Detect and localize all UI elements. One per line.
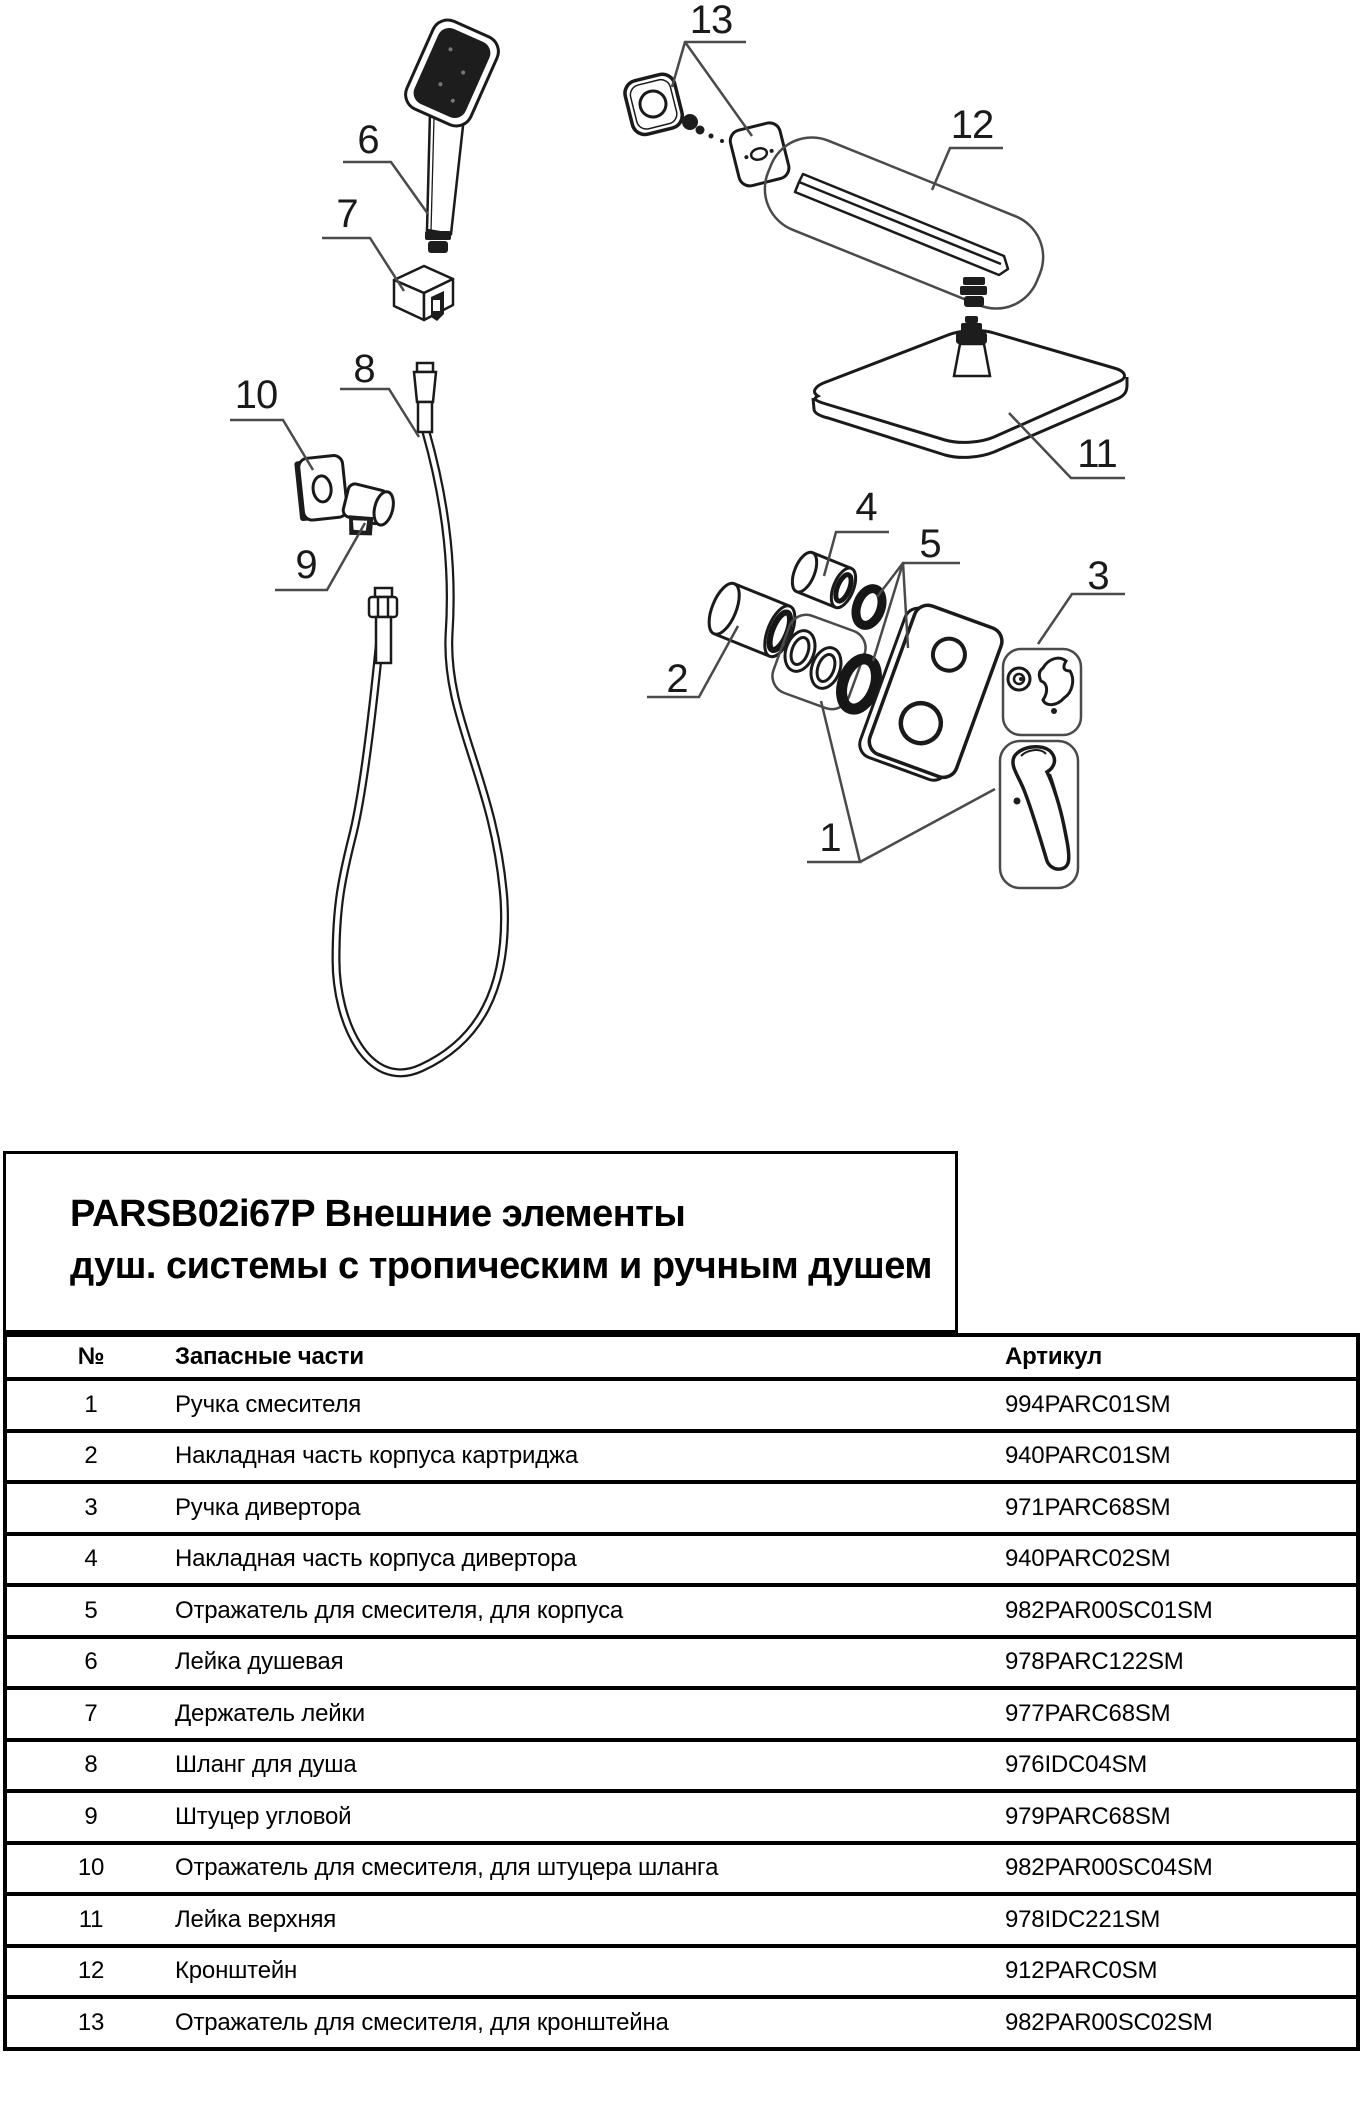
part-name: Лейка верхняя (175, 1894, 1005, 1946)
part-article: 982PAR00SC02SM (1005, 1997, 1358, 2049)
product-title-box (3, 1151, 958, 1333)
callout-number-4: 4 (855, 485, 877, 529)
col-header-article: Артикул (1005, 1335, 1358, 1379)
table-row (5, 1585, 1358, 1637)
part-name: Лейка душевая (175, 1637, 1005, 1689)
part-name: Ручка дивертора (175, 1482, 1005, 1534)
part-hand-shower (401, 15, 504, 253)
part-name: Отражатель для смесителя, для корпуса (175, 1585, 1005, 1637)
table-row (5, 1534, 1358, 1586)
row-number: 10 (5, 1843, 175, 1895)
part-angle-adapter (338, 482, 397, 543)
part-diverter-sleeve (787, 549, 860, 611)
part-article: 977PARC68SM (1005, 1688, 1358, 1740)
part-name: Накладная часть корпуса картриджа (175, 1431, 1005, 1483)
table-row (5, 1379, 1358, 1431)
callout-number-7: 7 (336, 192, 358, 236)
table-row (5, 1740, 1358, 1792)
part-shower-hose (336, 363, 505, 1073)
part-article: 971PARC68SM (1005, 1482, 1358, 1534)
spare-parts-table (3, 1333, 1360, 2051)
part-shower-holder (394, 266, 453, 321)
product-title-line1: PARSB02i67P Внешние элементы (70, 1193, 686, 1235)
part-hose-escutcheon (294, 455, 348, 522)
part-name: Кронштейн (175, 1946, 1005, 1998)
part-mixer-handle-box (1000, 741, 1078, 888)
row-number: 8 (5, 1740, 175, 1792)
callout-number-3: 3 (1087, 554, 1109, 598)
callout-number-5: 5 (919, 522, 941, 566)
table-header-row (5, 1335, 1358, 1379)
row-number: 7 (5, 1688, 175, 1740)
part-name: Держатель лейки (175, 1688, 1005, 1740)
table-row (5, 1791, 1358, 1843)
callout-number-10: 10 (234, 373, 278, 417)
part-article: 978IDC221SM (1005, 1894, 1358, 1946)
callout-number-12: 12 (950, 103, 994, 147)
part-mixer-trim-plate (856, 599, 1006, 787)
table-row (5, 1997, 1358, 2049)
part-bracket-fasteners (682, 114, 724, 143)
table-row (5, 1688, 1358, 1740)
row-number: 9 (5, 1791, 175, 1843)
table-row (5, 1843, 1358, 1895)
col-header-part: Запасные части (175, 1335, 1005, 1379)
part-article: 940PARC02SM (1005, 1534, 1358, 1586)
table-row (5, 1946, 1358, 1998)
part-article: 940PARC01SM (1005, 1431, 1358, 1483)
part-article: 982PAR00SC01SM (1005, 1585, 1358, 1637)
callout-number-2: 2 (666, 657, 688, 701)
row-number: 6 (5, 1637, 175, 1689)
part-bracket-base-plate (728, 121, 791, 189)
table-row (5, 1637, 1358, 1689)
row-number: 12 (5, 1946, 175, 1998)
col-header-number: № (5, 1335, 175, 1379)
table-row (5, 1482, 1358, 1534)
part-article: 979PARC68SM (1005, 1791, 1358, 1843)
callout-number-11: 11 (1077, 432, 1117, 476)
part-name: Шланг для душа (175, 1740, 1005, 1792)
part-name: Накладная часть корпуса дивертора (175, 1534, 1005, 1586)
part-article: 912PARC0SM (1005, 1946, 1358, 1998)
row-number: 13 (5, 1997, 175, 2049)
part-article: 982PAR00SC04SM (1005, 1843, 1358, 1895)
callout-number-9: 9 (295, 543, 317, 587)
product-title-line2: душ. системы с тропическим и ручным душем (70, 1245, 932, 1287)
callout-number-6: 6 (357, 118, 379, 162)
row-number: 4 (5, 1534, 175, 1586)
part-name: Ручка смесителя (175, 1379, 1005, 1431)
part-name: Штуцер угловой (175, 1791, 1005, 1843)
part-article: 976IDC04SM (1005, 1740, 1358, 1792)
part-name: Отражатель для смесителя, для кронштейна (175, 1997, 1005, 2049)
row-number: 2 (5, 1431, 175, 1483)
hose-end-fitting (369, 588, 397, 663)
hose-top-fitting (414, 363, 436, 432)
part-diverter-handle-box (1003, 649, 1081, 735)
callout-number-1: 1 (819, 816, 841, 860)
callout-number-8: 8 (353, 347, 375, 391)
callout-number-13: 13 (689, 0, 733, 42)
row-number: 3 (5, 1482, 175, 1534)
part-article: 994PARC01SM (1005, 1379, 1358, 1431)
part-shower-arm (752, 124, 1057, 322)
part-name: Отражатель для смесителя, для штуцера шланга (175, 1843, 1005, 1895)
part-article: 978PARC122SM (1005, 1637, 1358, 1689)
table-row (5, 1431, 1358, 1483)
row-number: 1 (5, 1379, 175, 1431)
part-bracket-escutcheon (622, 72, 685, 138)
table-row (5, 1894, 1358, 1946)
row-number: 5 (5, 1585, 175, 1637)
row-number: 11 (5, 1894, 175, 1946)
